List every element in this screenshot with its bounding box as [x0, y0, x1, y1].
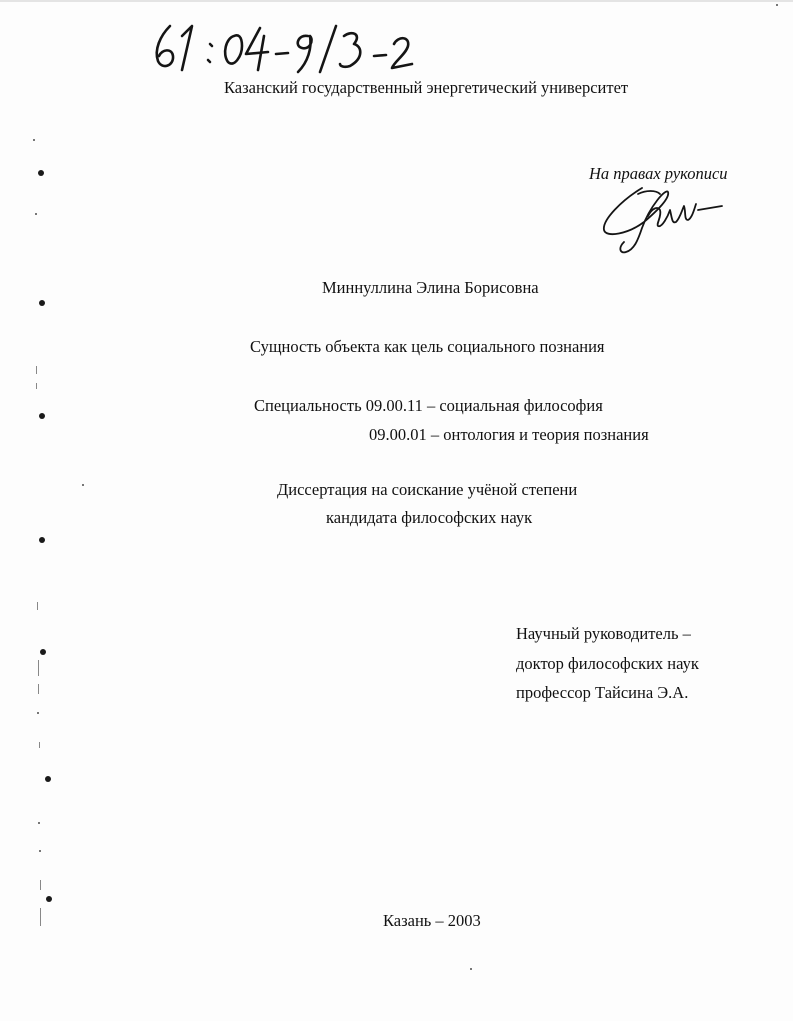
supervisor-line-1: Научный руководитель –: [516, 624, 691, 643]
supervisor-line-2: доктор философских наук: [516, 654, 699, 673]
scan-speck: [82, 484, 84, 486]
author-name: Миннуллина Элина Борисовна: [322, 278, 539, 297]
scan-mark: [37, 602, 38, 610]
scan-mark: [36, 383, 37, 389]
scan-speck: [39, 850, 41, 852]
university-name: Казанский государственный энергетический университет: [224, 78, 629, 97]
binding-hole-mark: [46, 896, 52, 902]
dissertation-title: Сущность объекта как цель социального познания: [250, 337, 605, 356]
scan-mark: [36, 366, 37, 374]
degree-line-1: Диссертация на соискание учёной степени: [277, 480, 578, 499]
binding-hole-mark: [45, 776, 51, 782]
scan-top-edge: [0, 0, 793, 2]
specialty-line-1: Специальность 09.00.11 – социальная философия: [254, 396, 603, 415]
binding-hole-mark: [39, 537, 45, 543]
degree-line-2: кандидата философских наук: [326, 508, 533, 527]
scan-speck: [33, 139, 35, 141]
scan-speck: [776, 4, 778, 6]
scan-mark: [40, 908, 41, 926]
signature: [598, 180, 728, 255]
scan-mark: [39, 742, 40, 748]
handwritten-catalog-code: [148, 14, 438, 74]
scan-mark: [38, 684, 39, 694]
binding-hole-mark: [38, 170, 44, 176]
specialty-line-2: 09.00.01 – онтология и теория познания: [369, 425, 649, 444]
scan-mark: [38, 660, 39, 676]
scan-speck: [470, 968, 472, 970]
manuscript-rights-note: На правах рукописи: [589, 164, 728, 183]
binding-hole-mark: [40, 649, 46, 655]
place-and-year: Казань – 2003: [383, 911, 481, 930]
binding-hole-mark: [39, 413, 45, 419]
scan-speck: [38, 822, 40, 824]
scan-speck: [37, 712, 39, 714]
scan-mark: [40, 880, 41, 890]
scan-speck: [35, 213, 37, 215]
supervisor-line-3: профессор Тайсина Э.А.: [516, 683, 689, 702]
binding-hole-mark: [39, 300, 45, 306]
